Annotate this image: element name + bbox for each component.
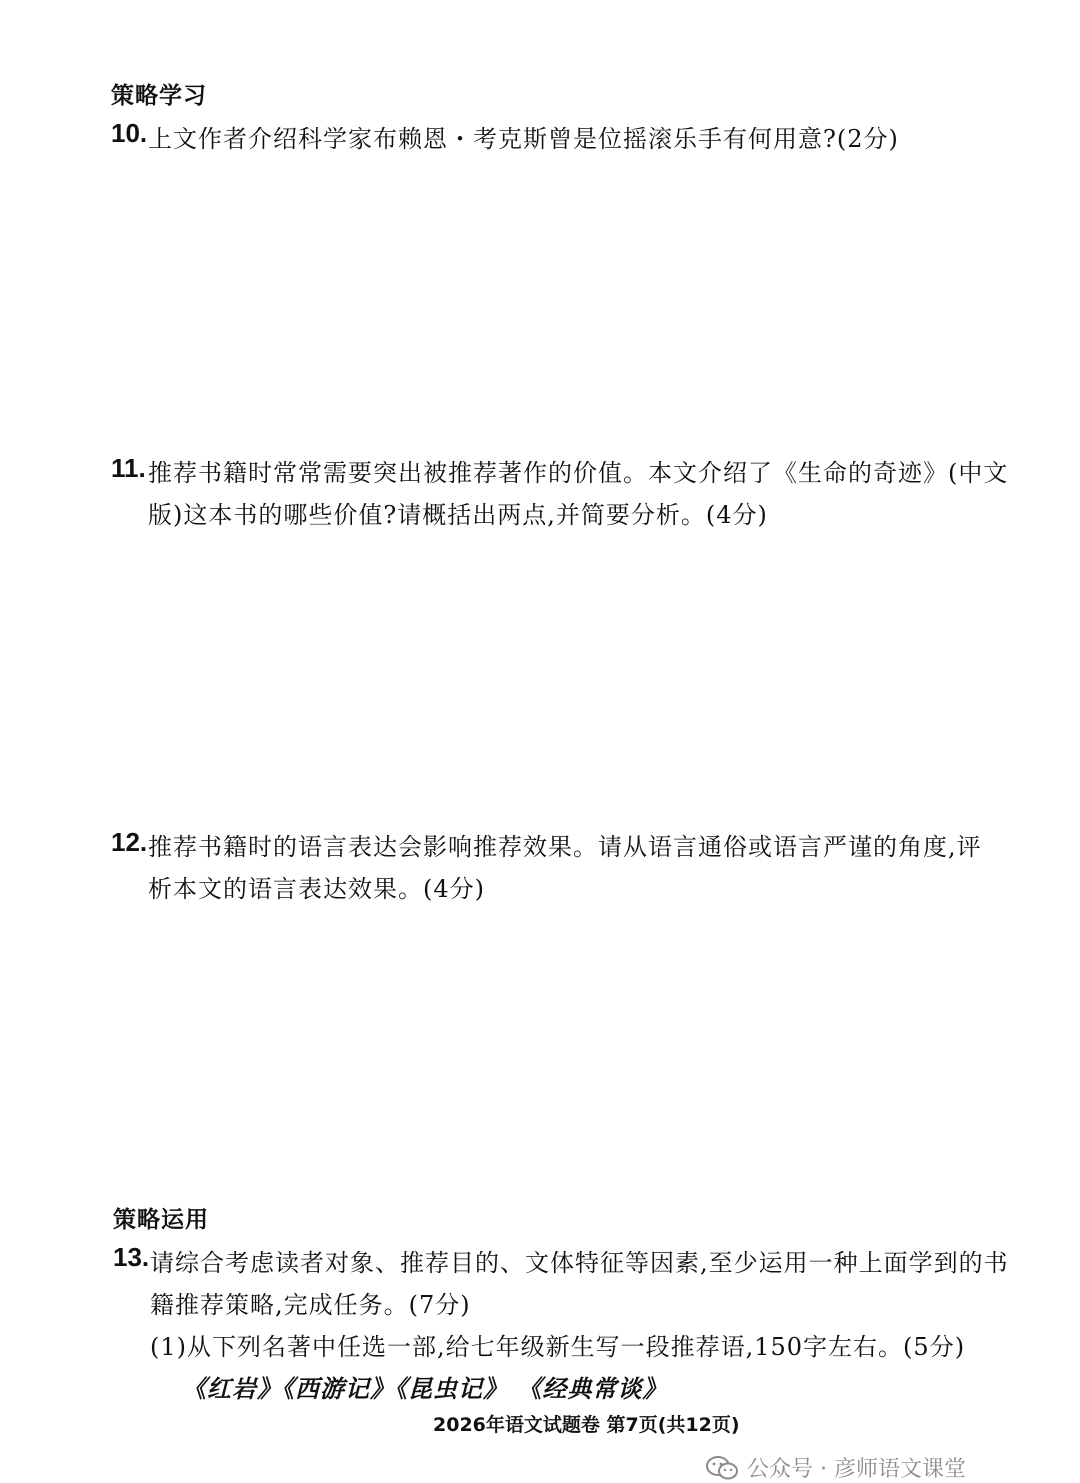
question-13-book-list: 《红岩》《西游记》《昆虫记》 《经典常谈》 xyxy=(182,1374,668,1403)
question-13-line-1: 请综合考虑读者对象、推荐目的、文体特征等因素,至少运用一种上面学到的书 xyxy=(150,1249,1009,1277)
question-11-number: 11. xyxy=(111,453,146,483)
section-title-strategy-apply: 策略运用 xyxy=(113,1207,209,1233)
question-12-line-2: 析本文的语言表达效果。(4分) xyxy=(148,875,485,903)
watermark-text: 公众号 · 彦师语文课堂 xyxy=(747,1457,966,1482)
question-10-line-1: 上文作者介绍科学家布赖恩・考克斯曾是位摇滚乐手有何用意?(2分) xyxy=(148,125,899,153)
question-10-number: 10. xyxy=(111,118,148,148)
question-11-line-2: 版)这本书的哪些价值?请概括出两点,并简要分析。(4分) xyxy=(148,501,768,529)
watermark xyxy=(705,1452,966,1483)
question-12-line-1: 推荐书籍时的语言表达会影响推荐效果。请从语言通俗或语言严谨的角度,评 xyxy=(148,833,982,861)
question-13-number: 13. xyxy=(113,1242,150,1272)
question-13-line-2: 籍推荐策略,完成任务。(7分) xyxy=(150,1291,471,1319)
page-footer: 2026年语文试题卷 第7页(共12页) xyxy=(433,1414,740,1436)
question-12-number: 12. xyxy=(111,827,148,857)
section-title-strategy-study: 策略学习 xyxy=(111,83,207,109)
wechat-icon xyxy=(705,1454,739,1482)
question-11-line-1: 推荐书籍时常常需要突出被推荐著作的价值。本文介绍了《生命的奇迹》(中文 xyxy=(148,459,1009,487)
question-13-sub-1: (1)从下列名著中任选一部,给七年级新生写一段推荐语,150字左右。(5分) xyxy=(150,1333,966,1361)
